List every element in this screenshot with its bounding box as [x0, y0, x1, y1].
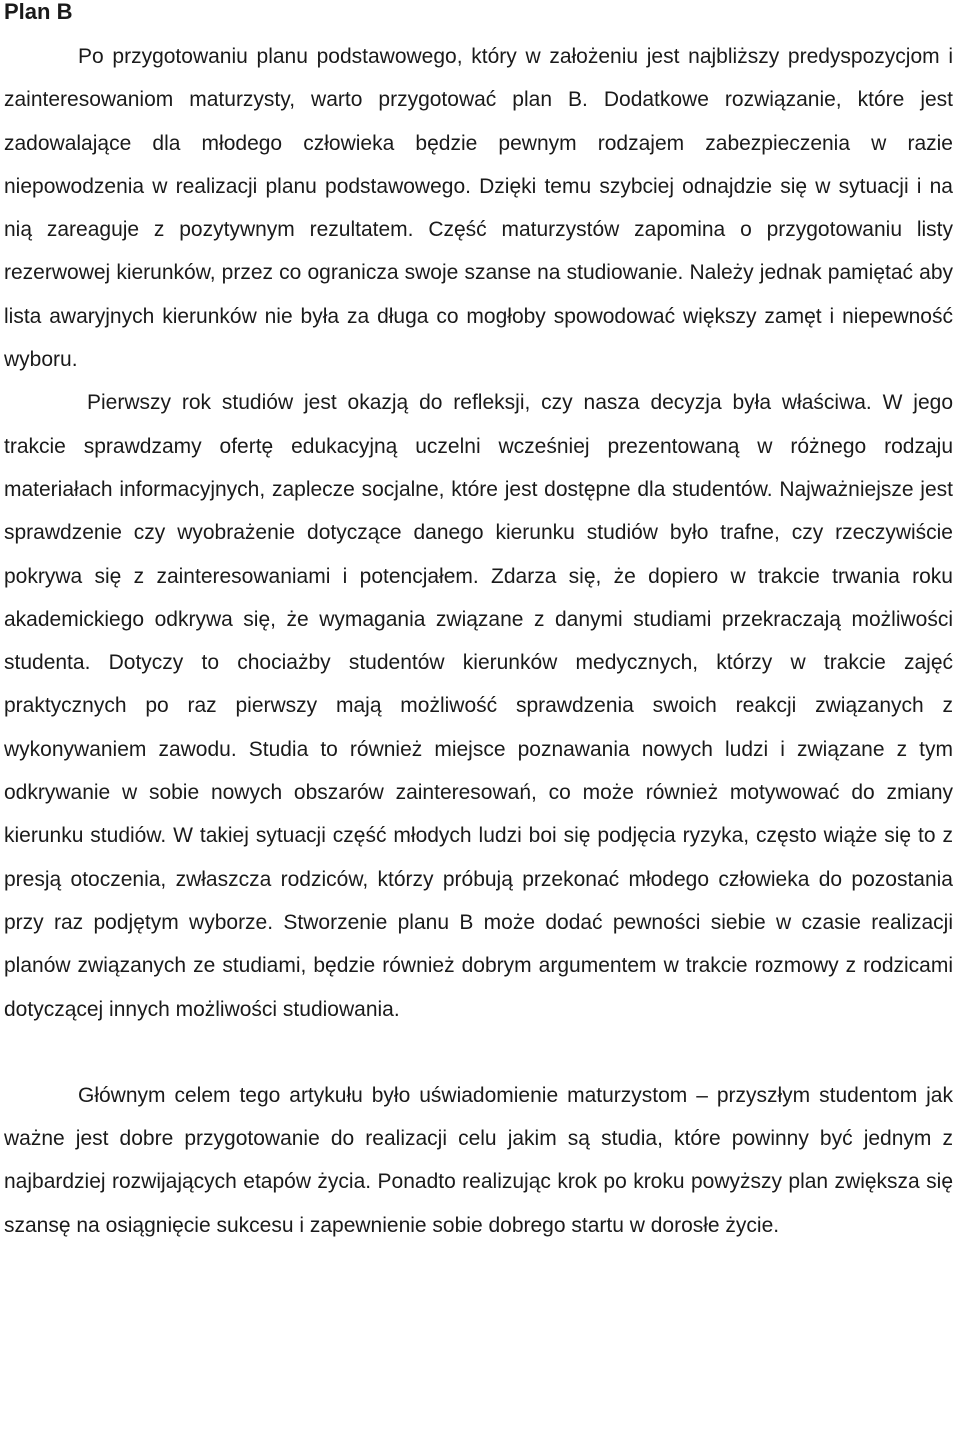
paragraph-plan-b-intro: Po przygotowaniu planu podstawowego, który w założeniu jest najbliższy predyspozycjom i zainteresowaniom maturzysty, warto przygotować plan B. Dodatkowe rozwiązanie, które jest zadowalające dla młodego człowieka będzie pewnym rodzajem zabezpieczenia w razie niepowodzenia w realizacji planu podstawowego. Dzięki temu szybciej odnajdzie się w sytuacji i na nią zareaguje z pozytywnym rezultatem. Część maturzystów zapomina o przygotowaniu listy rezerwowej kierunków, przez co ogranicza swoje szanse na studiowanie. Należy jednak pamiętać aby lista awaryjnych kierunków nie była za długa co mogłoby spowodować większy zamęt i niepewność wyboru. — [4, 45, 953, 372]
section-heading: Plan B — [4, 0, 73, 24]
paragraph-first-year: Pierwszy rok studiów jest okazją do refleksji, czy nasza decyzja była właściwa. W jego trakcie sprawdzamy ofertę edukacyjną uczelni wcześniej prezentowaną w różnego rodzaju materiałach informacyjnych, zaplecze socjalne, które jest dostępne dla studentów. Najważniejsze jest sprawdzenie czy wyobrażenie dotyczące danego kierunku studiów było trafne, czy rzeczywiście pokrywa się z zainteresowaniami i potencjałem. Zdarza się, że dopiero w trakcie trwania roku akademickiego odkrywa się, że wymagania związane z danymi studiami przekraczają możliwości studenta. Dotyczy to chociażby studentów kierunków medycznych, którzy w trakcie zajęć praktycznych po raz pierwszy mają możliwość sprawdzenia swoich reakcji związanych z wykonywaniem zawodu. Studia to również miejsce poznawania nowych ludzi i związane z tym odkrywanie w sobie nowych obszarów zainteresowań, co może również motywować do zmiany kierunku studiów. W takiej sytuacji część młodych ludzi boi się podjęcia ryzyka, często wiąże się to z presją otoczenia, zwłaszcza rodziców, którzy próbują przekonać młodego człowieka do pozostania przy raz podjętym wyborze. Stworzenie planu B może dodać pewności siebie w czasie realizacji planów związanych ze studiami, będzie również dobrym argumentem w trakcie rozmowy z rodzicami dotyczącej innych możliwości studiowania. — [4, 391, 953, 1021]
paragraph-conclusion: Głównym celem tego artykułu było uświadomienie maturzystom – przyszłym studentom jak ważne jest dobre przygotowanie do realizacji celu jakim są studia, które powinny być jednym z najbardziej rozwijających etapów życia. Ponadto realizując krok po kroku powyższy plan zwiększa się szansę na osiągnięcie sukcesu i zapewnienie sobie dobrego startu w dorosłe życie. — [4, 1083, 953, 1237]
document-page — [4, 0, 953, 1247]
